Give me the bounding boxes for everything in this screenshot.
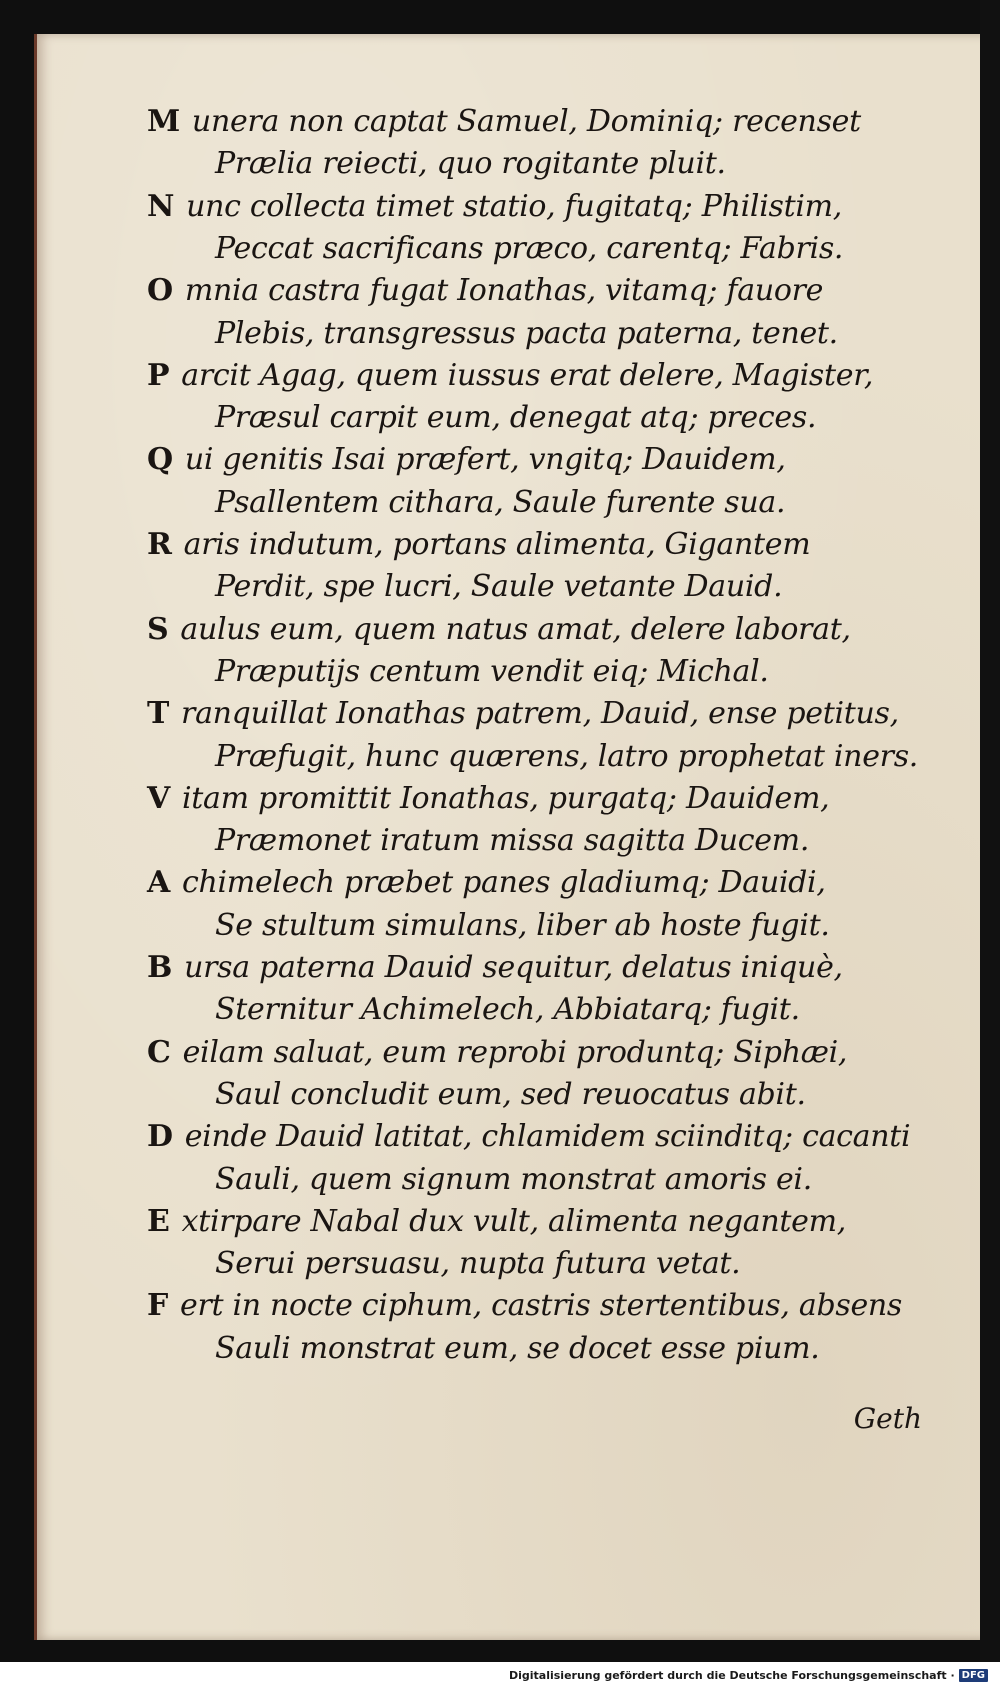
verse-initial: Q <box>147 442 173 478</box>
verse-line-first <box>147 527 810 563</box>
verse-line-second <box>215 654 769 690</box>
verse-line-second <box>215 485 785 521</box>
verse-text: Serui persuasu, nupta futura vetat. <box>215 1246 741 1282</box>
verse-line-second <box>215 823 809 859</box>
verse-text: Se stultum simulans, liber ab hoste fugit. <box>215 907 830 943</box>
verse-initial: D <box>147 1119 173 1155</box>
verse-text: Præmonet iratum missa sagitta Ducem. <box>215 823 810 859</box>
verse-line-second <box>215 146 726 182</box>
verse-text: Peccat sacrificans præco, carentq; Fabris. <box>215 230 844 266</box>
verse-text: ui genitis Isai præfert, vngitq; Dauidem, <box>184 442 786 478</box>
verse-line-second <box>215 739 918 775</box>
book-page <box>34 34 993 1640</box>
verse-initial: V <box>147 780 170 816</box>
verse-text: Sauli monstrat eum, se docet esse pium. <box>215 1330 820 1366</box>
verse-text: unera non captat Samuel, Dominiq; recenset <box>191 104 861 139</box>
verse-initial: E <box>147 1203 170 1239</box>
verse-line-second <box>215 1077 806 1113</box>
verse-line-second <box>215 1162 812 1198</box>
verse-line-second <box>215 400 816 436</box>
verse-text: Præfugit, hunc quærens, latro prophetat iners. <box>215 738 919 774</box>
verse-initial: S <box>147 611 169 647</box>
verse-line-second <box>215 1246 740 1282</box>
verse-line-first <box>147 104 861 140</box>
verse-line-first <box>147 189 842 225</box>
verse-text: itam promittit Ionathas, purgatq; Dauidem, <box>181 780 830 816</box>
verse-line-first <box>147 273 823 309</box>
verse-initial: R <box>147 527 172 562</box>
verse-line-first <box>147 1035 847 1071</box>
verse-initial: M <box>147 104 180 139</box>
verse-text: Prælia reiecti, quo rogitante pluit. <box>215 146 726 182</box>
verse-text: aulus eum, quem natus amat, delere laborat, <box>180 611 851 647</box>
verse-line-first <box>147 1204 846 1240</box>
verse-line-first <box>147 612 851 648</box>
verse-initial: F <box>147 1288 168 1324</box>
verse-text: Præputijs centum vendit eiq; Michal. <box>215 653 769 689</box>
verse-initial: T <box>147 696 170 732</box>
verse-text: ranquillat Ionathas patrem, Dauid, ense petitus, <box>181 696 899 732</box>
verse-line-second <box>215 908 830 944</box>
verse-text: Sternitur Achimelech, Abbiatarq; fugit. <box>215 992 800 1028</box>
verse-text: ert in nocte ciphum, castris stertentibus, absens <box>180 1288 903 1324</box>
verse-text: aris indutum, portans alimenta, Gigantem <box>183 527 811 562</box>
verse-line-second <box>215 231 843 267</box>
verse-text: Præsul carpit eum, denegat atq; preces. <box>215 400 817 436</box>
verse-line-first <box>147 781 829 817</box>
footer-credit <box>509 1669 988 1682</box>
verse-text: Sauli, quem signum monstrat amoris ei. <box>215 1161 812 1197</box>
verse-text: einde Dauid latitat, chlamidem sciinditq; cacanti <box>184 1119 911 1155</box>
verse-initial: N <box>147 188 175 224</box>
verse-text: Saul concludit eum, sed reuocatus abit. <box>215 1076 806 1112</box>
verse-initial: O <box>147 273 173 309</box>
verse-line-second <box>215 569 782 605</box>
verse-text: chimelech præbet panes gladiumq; Dauidi, <box>181 865 826 901</box>
verse-line-second <box>215 1331 820 1367</box>
verse-text: mnia castra fugat Ionathas, vitamq; fauore <box>184 273 824 309</box>
verse-text: Plebis, transgressus pacta paterna, tenet. <box>215 315 838 351</box>
verse-line-first <box>147 442 786 478</box>
verse-text: arcit Agag, quem iussus erat delere, Magister, <box>181 357 874 393</box>
verse-initial: C <box>147 1034 171 1070</box>
verse-initial: B <box>147 950 173 985</box>
dfg-logo: DFG <box>959 1669 988 1682</box>
verse-line-first <box>147 865 826 901</box>
verse-line-first <box>147 358 873 394</box>
verse-text: Psallentem cithara, Saule furente sua. <box>215 484 786 520</box>
verse-line-second <box>215 316 838 352</box>
verse-line-first <box>147 1119 910 1155</box>
verse-text: eilam saluat, eum reprobi produntq; Siphæi, <box>182 1034 848 1070</box>
verse-text: ursa paterna Dauid sequitur, delatus iniquè, <box>184 950 843 985</box>
catchword: Geth <box>853 1402 922 1435</box>
verse-line-second <box>215 992 800 1028</box>
page-gutter <box>980 0 1000 1662</box>
verse-initial: A <box>147 865 170 901</box>
verse-text: Perdit, spe lucri, Saule vetante Dauid. <box>215 569 783 605</box>
verse-text: xtirpare Nabal dux vult, alimenta negantem, <box>181 1203 846 1239</box>
verse-line-first <box>147 950 843 986</box>
verse-line-first <box>147 1288 902 1324</box>
verse-initial: P <box>147 357 170 393</box>
footer-text: Digitalisierung gefördert durch die Deutsche Forschungsgemeinschaft · <box>508 1669 955 1682</box>
verse-line-first <box>147 696 899 732</box>
verse-text: unc collecta timet statio, fugitatq; Philistim, <box>186 188 843 224</box>
